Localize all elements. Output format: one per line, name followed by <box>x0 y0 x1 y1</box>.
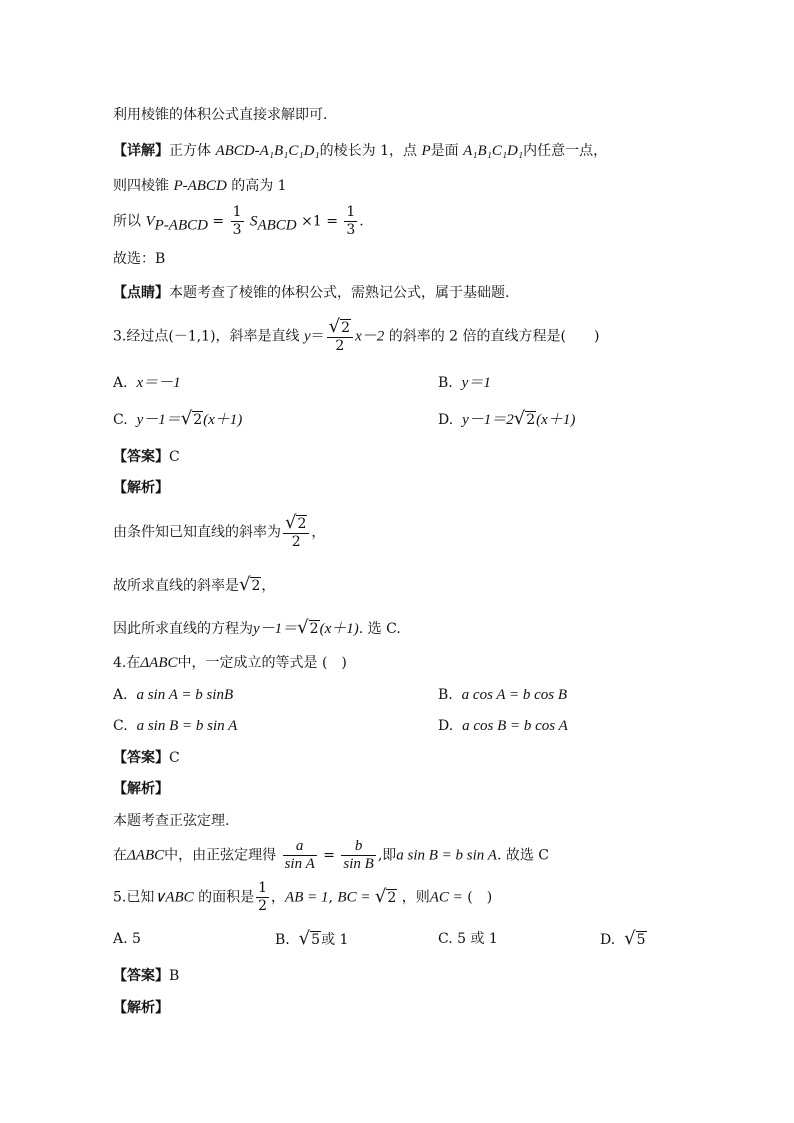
text: . 故选 C <box>496 847 550 864</box>
text: 所以 <box>113 213 141 230</box>
num <box>283 514 309 533</box>
tag-answer: 【答案】 <box>113 968 169 984</box>
eq-pre: y－1＝ <box>253 621 298 637</box>
value-pre: y－1＝ <box>136 412 181 428</box>
question-5: 5.已知∨ABC 的面积是 $\frac{1}{2}$ ，AB = 1, BC = √2 ，则AC = ( ) <box>113 880 493 914</box>
num: a <box>295 838 304 854</box>
question-3 <box>113 318 599 355</box>
math-pyramid: P-ABCD <box>173 178 227 194</box>
comma: ， <box>261 578 276 594</box>
math-tri: ΔABC <box>127 847 165 864</box>
line-dianjing <box>113 283 509 303</box>
text: ,即 <box>377 847 397 864</box>
den: 2 <box>283 533 309 551</box>
text: 本题考查正弦定理. <box>113 813 230 829</box>
text: 的面积是 <box>198 889 255 906</box>
text: 由条件知已知直线的斜率为 <box>113 524 281 541</box>
line-volume: 所以 $V_{P-ABCD}$ = $\frac{1}{3}$ $S_{ABCD} \times 1$ = $\frac{1}{3}$ . <box>113 204 364 238</box>
label: D. <box>438 412 454 428</box>
answer: B <box>169 968 180 984</box>
q4-exp-2 <box>113 838 549 873</box>
label: C. 5 或 1 <box>438 931 498 947</box>
q4-option-a <box>113 685 233 705</box>
text: 故选：B <box>113 251 166 267</box>
q4-jiexi <box>113 779 169 799</box>
num: 1 <box>346 204 356 220</box>
math-v: V <box>145 213 155 230</box>
tag-jiexi: 【解析】 <box>113 1000 169 1016</box>
math-sub: P-ABCD <box>154 217 208 234</box>
den: sin B <box>343 856 374 872</box>
answer: C <box>169 449 180 465</box>
text: 的高为 1 <box>231 178 287 194</box>
math-face: A₁B₁C₁D₁ <box>463 143 524 159</box>
q5-option-a <box>113 929 141 949</box>
math-tri: ΔABC <box>140 655 178 671</box>
sqrt-icon: √5 <box>624 928 646 949</box>
q3-exp-2 <box>113 575 275 596</box>
text: 的棱长为 1，点 <box>319 143 417 159</box>
label: A. <box>113 375 128 391</box>
text: 内任意一点， <box>523 143 608 159</box>
text: 正方体 <box>169 143 211 159</box>
q5-option-d <box>600 929 647 950</box>
den: 2 <box>327 337 353 355</box>
sqrt-icon: √2 <box>239 574 261 595</box>
value-pre: y－1＝2 <box>462 412 514 428</box>
math-tri: ∨ABC <box>154 889 194 906</box>
den: 3 <box>346 222 356 238</box>
sqrt-icon: √2 <box>297 617 319 638</box>
sqrt-icon: √2 <box>285 512 307 533</box>
fraction-sqrt2-over-2 <box>327 318 353 355</box>
text: 5.已知 <box>113 889 155 906</box>
value: a cos B = b cos A <box>462 718 568 734</box>
math-ac: AC = <box>429 889 463 906</box>
value: a sin A = b sinB <box>136 687 234 703</box>
q5-answer <box>113 966 179 986</box>
text: 则四棱锥 <box>113 178 169 194</box>
tag-jiexi: 【解析】 <box>113 781 169 797</box>
text: . 选 C. <box>358 621 401 637</box>
q3-exp-3 <box>113 618 401 639</box>
line-height <box>113 176 287 196</box>
label: C. <box>113 412 128 428</box>
q3-option-c <box>113 409 242 430</box>
value: a sin B = b sin A <box>136 718 238 734</box>
q3-answer <box>113 447 180 467</box>
sqrt-icon: √2 <box>513 408 536 429</box>
fraction-one-third <box>231 204 244 239</box>
den: 3 <box>232 222 242 238</box>
label: A. <box>113 687 128 703</box>
line-choice-b <box>113 249 165 269</box>
q3-jiexi <box>113 478 169 498</box>
line-intro <box>113 105 327 125</box>
label: D. <box>600 932 616 948</box>
label: D. <box>438 718 454 734</box>
text: 或 1 <box>321 932 349 948</box>
math-y: y <box>304 328 311 345</box>
eq: ＝ <box>310 328 325 345</box>
q3-option-b <box>438 373 491 393</box>
math-bc: BC = <box>337 889 371 906</box>
math-sub: ABCD <box>257 217 297 234</box>
tag-dianjing: 【点睛】 <box>113 285 169 301</box>
text: 本题考查了棱锥的体积公式，需熟记公式，属于基础题. <box>169 285 510 301</box>
eq: = <box>212 213 225 230</box>
math-s: S <box>249 213 258 230</box>
q4-answer <box>113 748 180 768</box>
question-4 <box>113 653 347 673</box>
tag-jiexi: 【解析】 <box>113 480 169 496</box>
fraction-b-sinB <box>341 838 375 873</box>
eq: = <box>326 213 338 230</box>
text: 因此所求直线的方程为 <box>113 621 253 637</box>
text: 在 <box>113 847 127 864</box>
fraction-a-sinA <box>283 838 317 873</box>
value-post: (x＋1) <box>536 412 576 428</box>
fraction-one-half <box>256 880 269 915</box>
math-cube: ABCD-A₁B₁C₁D₁ <box>215 143 320 159</box>
math-ab: AB = 1 <box>285 889 329 906</box>
tag-xiangjie: 【详解】 <box>113 143 169 159</box>
den: 2 <box>258 898 268 914</box>
num: b <box>354 838 363 854</box>
label: C. <box>113 718 128 734</box>
num <box>327 318 353 337</box>
text: 中，一定成立的等式是 ( ) <box>177 655 347 671</box>
eq-post: (x＋1) <box>319 621 359 637</box>
q3-option-d <box>438 409 575 430</box>
q4-exp-1 <box>113 811 229 831</box>
tag-answer: 【答案】 <box>113 449 169 465</box>
math-eq: a sin B = b sin A <box>396 847 497 864</box>
eq: = <box>323 847 335 864</box>
label: B. <box>438 375 453 391</box>
comma: ， <box>311 524 326 541</box>
math-tail: x－2 <box>355 328 385 345</box>
text: 故所求直线的斜率是 <box>113 578 239 594</box>
q4-option-c <box>113 716 237 736</box>
label: B. <box>275 932 290 948</box>
text: ( ) <box>467 889 493 906</box>
value: a cos A = b cos B <box>461 687 568 703</box>
text: 利用棱锥的体积公式直接求解即可. <box>113 107 328 123</box>
num: 1 <box>258 880 268 896</box>
sqrt-icon: √2 <box>328 316 351 337</box>
q5-jiexi <box>113 998 169 1018</box>
tag-answer: 【答案】 <box>113 750 169 766</box>
text: ，则 <box>401 889 430 906</box>
q4-option-d <box>438 716 568 736</box>
text: ， <box>271 889 286 906</box>
q5-option-c <box>438 929 498 949</box>
num: 1 <box>232 204 242 220</box>
label: B. <box>438 687 453 703</box>
value: y＝1 <box>461 375 491 391</box>
label: A. 5 <box>113 931 141 947</box>
text: 是面 <box>430 143 459 159</box>
den: sin A <box>284 856 315 872</box>
q3-option-a <box>113 373 181 393</box>
q5-option-b <box>275 929 348 950</box>
text: 中，由正弦定理得 <box>164 847 277 864</box>
fraction-one-third <box>344 204 357 239</box>
sqrt-icon: √2 <box>374 885 397 907</box>
sqrt-icon: √2 <box>180 408 203 429</box>
text: 的斜率的 2 倍的直线方程是( ) <box>388 328 600 345</box>
text: 3.经过点(－1,1)，斜率是直线 <box>113 328 300 345</box>
fraction-sqrt2-over-2 <box>283 514 309 551</box>
value-post: (x＋1) <box>203 412 243 428</box>
answer: C <box>169 750 180 766</box>
value: x＝－1 <box>136 375 181 391</box>
q4-option-b <box>438 685 567 705</box>
sqrt-icon: √5 <box>298 928 321 949</box>
q3-exp-1 <box>113 514 325 551</box>
math-point: P <box>421 143 431 159</box>
line-detail <box>113 141 607 161</box>
times: ×1 <box>301 213 322 230</box>
text: 4.在 <box>113 655 141 671</box>
